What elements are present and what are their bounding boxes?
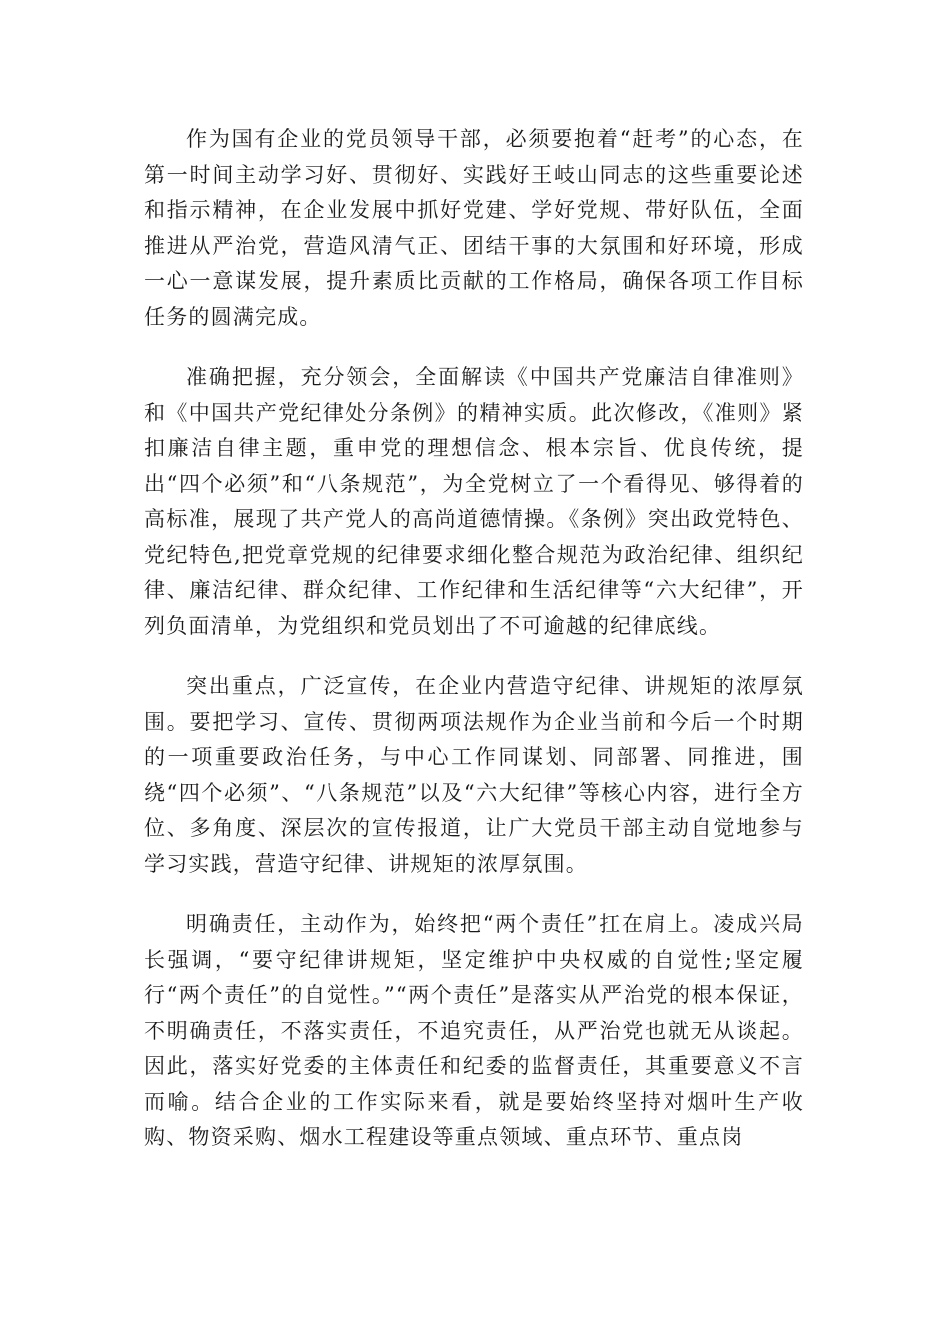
document-body (144, 122, 804, 1181)
paragraph-4: 明确责任，主动作为，始终把“两个责任”扛在肩上。凌成兴局长强调，“要守纪律讲规矩，坚定维护中央权威的自觉性;坚定履行“两个责任”的自觉性。”“两个责任”是落实从严治党的根本保证，不明确责任，不落实责任，不追究责任，从严治党也就无从谈起。因此，落实好党委的主体责任和纪委的监督责任，其重要意义不言而喻。结合企业的工作实际来看，就是要始终坚持对烟叶生产收购、物资采购、烟水工程建设等重点领域、重点环节、重点岗 (144, 912, 804, 1149)
paragraph-3: 突出重点，广泛宣传，在企业内营造守纪律、讲规矩的浓厚氛围。要把学习、宣传、贯彻两项法规作为企业当前和今后一个时期的一项重要政治任务，与中心工作同谋划、同部署、同推进，围绕“四个必须”、“八条规范”以及“六大纪律”等核心内容，进行全方位、多角度、深层次的宣传报道，让广大党员干部主动自觉地参与学习实践，营造守纪律、讲规矩的浓厚氛围。 (144, 674, 804, 876)
paragraph-1: 作为国有企业的党员领导干部，必须要抱着“赶考”的心态，在第一时间主动学习好、贯彻好、实践好王岐山同志的这些重要论述和指示精神，在企业发展中抓好党建、学好党规、带好队伍，全面推进从严治党，营造风清气正、团结干事的大氛围和好环境，形成一心一意谋发展，提升素质比贡献的工作格局，确保各项工作目标任务的圆满完成。 (144, 127, 804, 329)
paragraph-2: 准确把握，充分领会，全面解读《中国共产党廉洁自律准则》和《中国共产党纪律处分条例》的精神实质。此次修改，《准则》紧扣廉洁自律主题，重申党的理想信念、根本宗旨、优良传统，提出“四个必须”和“八条规范”，为全党树立了一个看得见、够得着的高标准，展现了共产党人的高尚道德情操。《条例》突出政党特色、党纪特色,把党章党规的纪律要求细化整合规范为政治纪律、组织纪律、廉洁纪律、群众纪律、工作纪律和生活纪律等“六大纪律”，开列负面清单，为党组织和党员划出了不可逾越的纪律底线。 (144, 365, 804, 638)
